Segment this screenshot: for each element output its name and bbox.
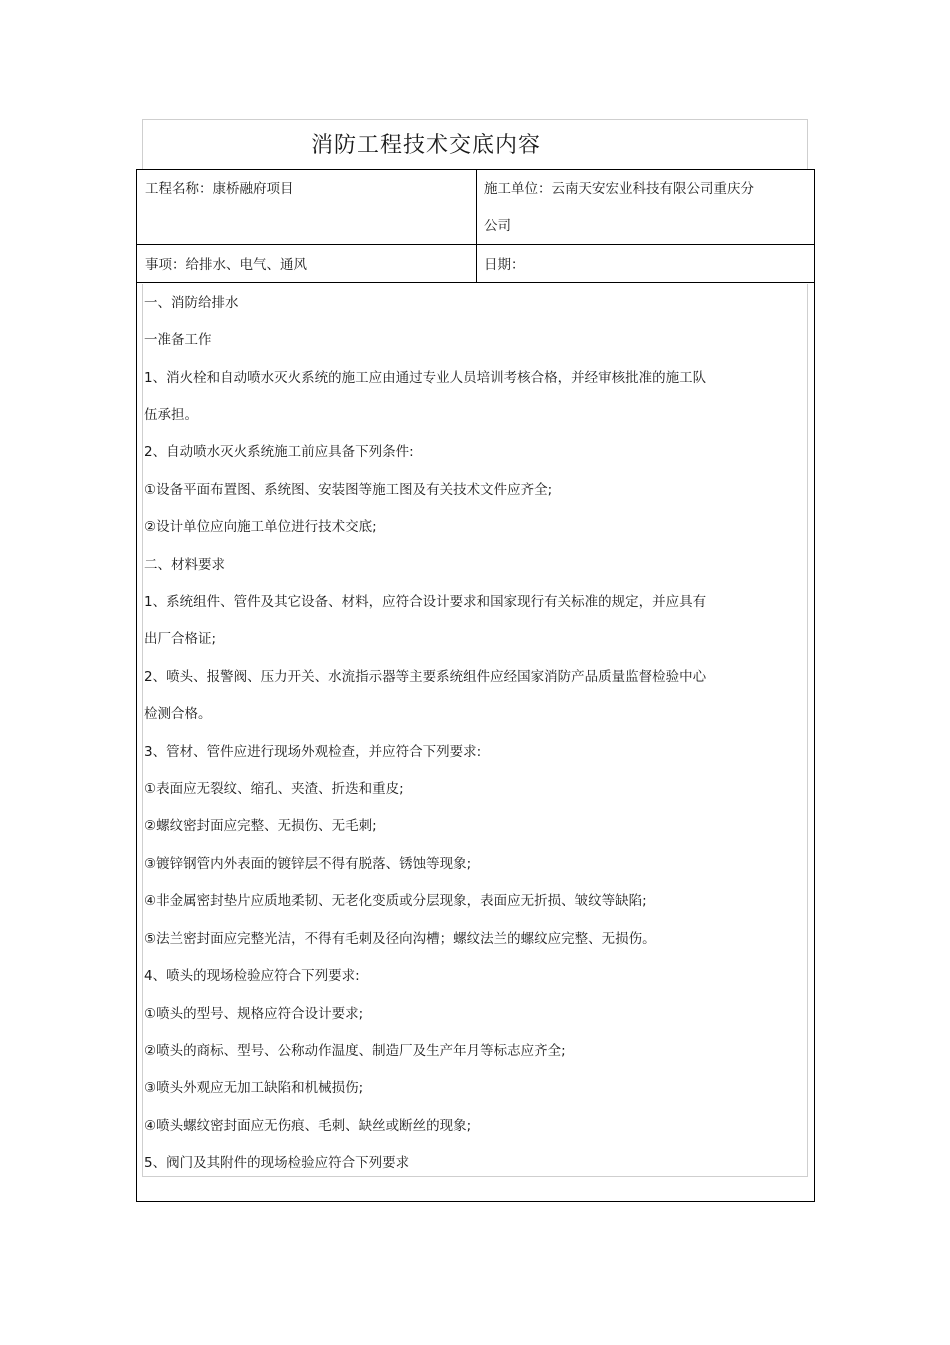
content-line: 5、阀门及其附件的现场检验应符合下列要求 [144, 1155, 410, 1171]
content-line: ⑤法兰密封面应完整光洁，不得有毛刺及径向沟槽；螺纹法兰的螺纹应完整、无损伤。 [144, 931, 656, 947]
content-line: 伍承担。 [144, 407, 198, 423]
column-divider [476, 169, 477, 283]
content-line: ④非金属密封垫片应质地柔韧、无老化变质或分层现象，表面应无折损、皱纹等缺陷; [144, 893, 647, 909]
content-line: 3、管材、管件应进行现场外观检查，并应符合下列要求: [144, 744, 482, 760]
document-title: 消防工程技术交底内容 [311, 133, 542, 158]
content-line: ①设备平面布置图、系统图、安装图等施工图及有关技术文件应齐全; [144, 482, 553, 498]
content-line: 2、自动喷水灭火系统施工前应具备下列条件: [144, 444, 414, 460]
content-line: ①表面应无裂纹、缩孔、夹渣、折迭和重皮; [144, 781, 404, 797]
item-field: 事项：给排水、电气、通风 [145, 257, 307, 273]
content-line: 4、喷头的现场检验应符合下列要求: [144, 968, 360, 984]
row-divider [136, 282, 814, 283]
content-line: ④喷头螺纹密封面应无伤痕、毛刺、缺丝或断丝的现象; [144, 1118, 472, 1134]
content-line: 2、喷头、报警阀、压力开关、水流指示器等主要系统组件应经国家消防产品质量监督检验中心 [144, 669, 707, 685]
content-line: ②喷头的商标、型号、公称动作温度、制造厂及生产年月等标志应齐全; [144, 1043, 566, 1059]
content-line: 1、系统组件、管件及其它设备、材料，应符合设计要求和国家现行有关标准的规定，并应具有 [144, 594, 707, 610]
content-line: ①喷头的型号、规格应符合设计要求; [144, 1006, 364, 1022]
project-name: 工程名称：康桥融府项目 [145, 181, 294, 197]
content-line: ②设计单位应向施工单位进行技术交底; [144, 519, 377, 535]
content-line: ②螺纹密封面应完整、无损伤、无毛刺; [144, 818, 377, 834]
content-line: 检测合格。 [144, 706, 212, 722]
content-line: ③喷头外观应无加工缺陷和机械损伤; [144, 1080, 364, 1096]
content-line: 二、材料要求 [144, 557, 225, 573]
date-field: 日期： [484, 257, 525, 273]
contractor-line2: 公司 [484, 218, 511, 234]
contractor-line1: 施工单位：云南天安宏业科技有限公司重庆分 [484, 181, 754, 197]
content-line: 一、消防给排水 [144, 295, 239, 311]
title-box [142, 119, 808, 170]
content-line: ③镀锌钢管内外表面的镀锌层不得有脱落、锈蚀等现象; [144, 856, 472, 872]
row-divider [136, 244, 814, 245]
content-line: 出厂合格证; [144, 631, 217, 647]
content-line: 一准备工作 [144, 332, 212, 348]
content-line: 1、消火栓和自动喷水灭火系统的施工应由通过专业人员培训考核合格，并经审核批准的施工队 [144, 370, 707, 386]
